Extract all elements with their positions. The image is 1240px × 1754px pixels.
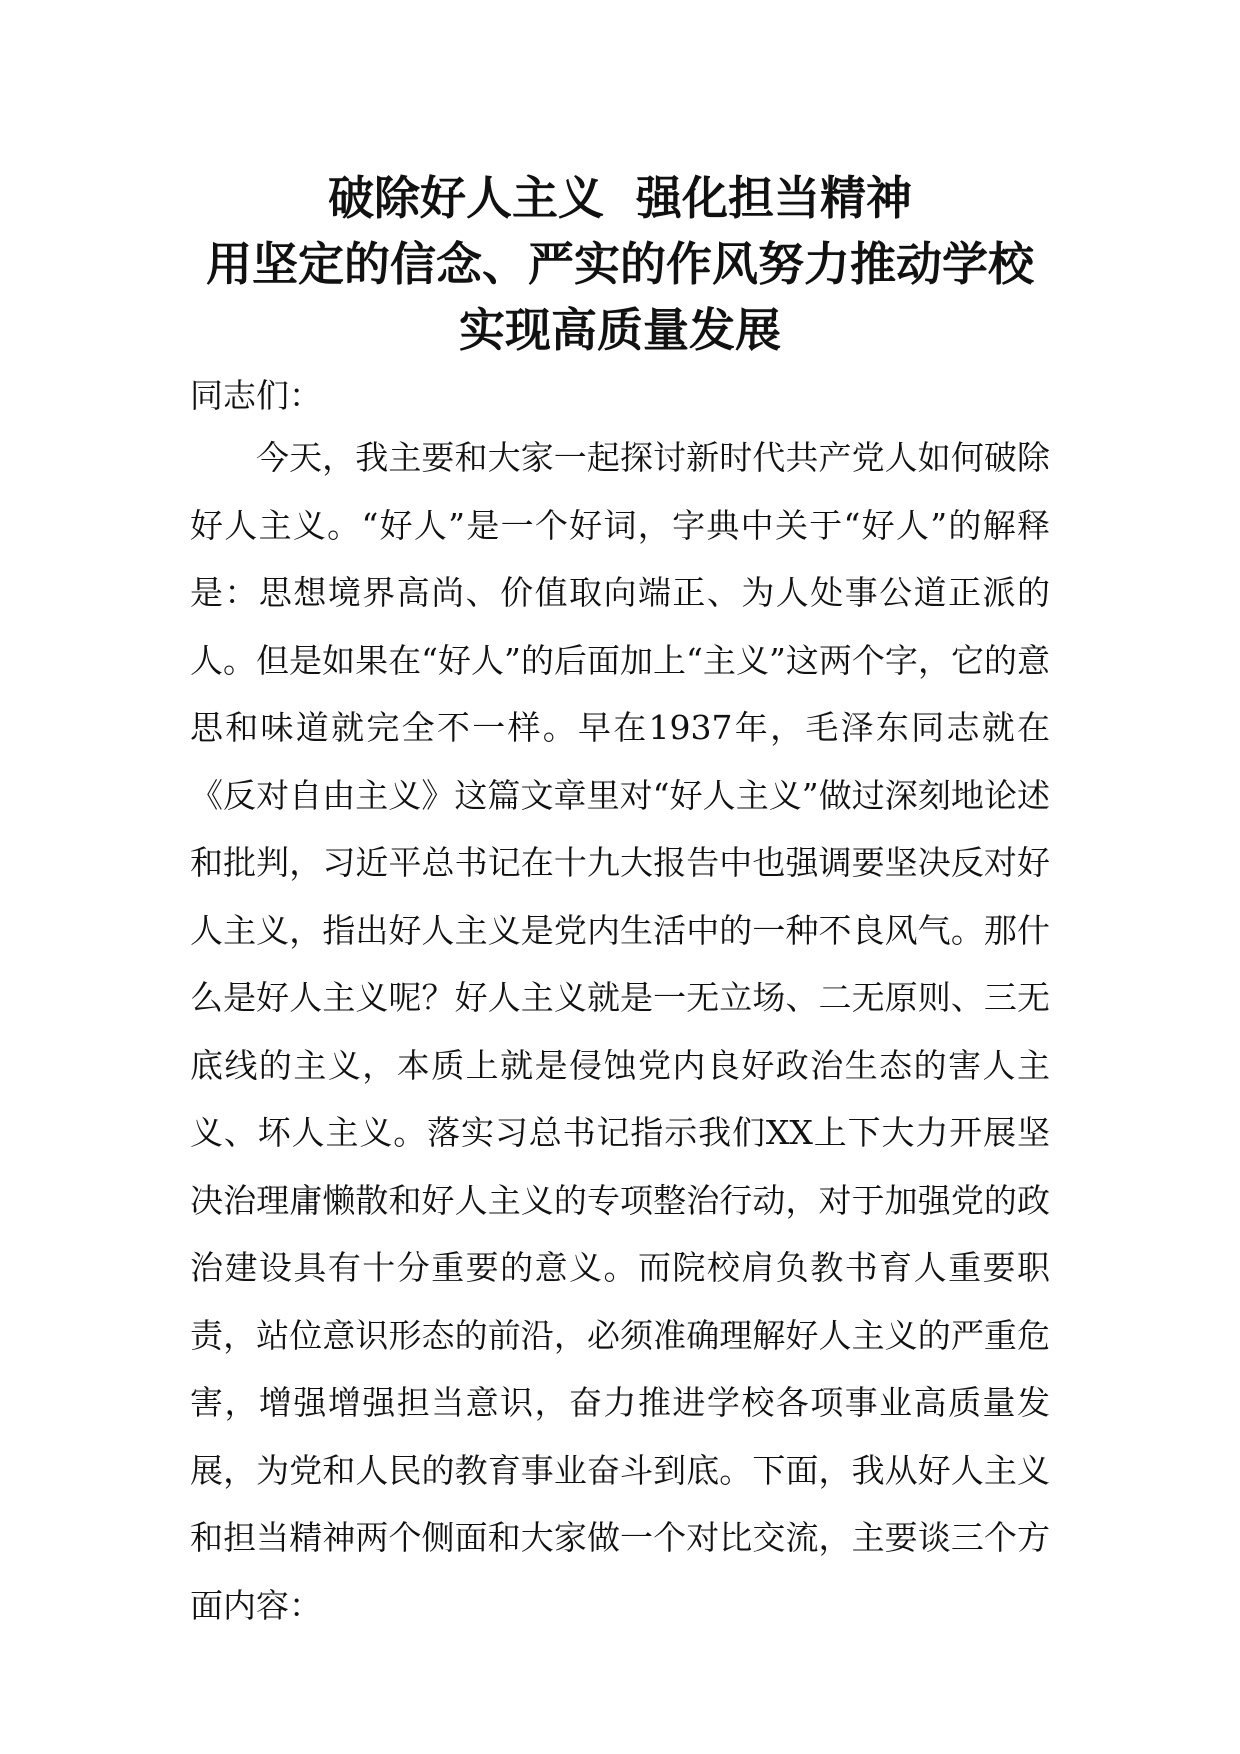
title-line-3: 实现高质量发展 — [459, 303, 781, 357]
salutation: 同志们： — [190, 376, 322, 415]
title-line-1: 破除好人主义 强化担当精神 — [327, 171, 913, 225]
title-line-2: 用坚定的信念、严实的作风努力推动学校 — [206, 237, 1034, 291]
body-paragraph: 今天，我主要和大家一起探讨新时代共产党人如何破除好人主义。“好人”是一个好词，字典中关于“好人”的解释是：思想境界高尚、价值取向端正、为人处事公道正派的人。但是如果在“好人”的后面加上“主义”这两个字，它的意思和味道就完全不一样。早在1937年，毛泽东同志就在《反对自由主义》这篇文章里对“好人主义”做过深刻地论述和批判，习近平总书记在十九大报告中也强调要坚决反对好人主义，指出好人主义是党内生活中的一种不良风气。那什么是好人主义呢？好人主义就是一无立场、二无原则、三无底线的主义，本质上就是侵蚀党内良好政治生态的害人主义、坏人主义。落实习总书记指示我们XX上下大力开展坚决治理庸懒散和好人主义的专项整治行动，对于加强党的政治建设具有十分重要的意义。而院校肩负教书育人重要职责，站位意识形态的前沿，必须准确理解好人主义的严重危害，增强增强担当意识，奋力推进学校各项事业高质量发展，为党和人民的教育事业奋斗到底。下面，我从好人主义和担当精神两个侧面和大家做一个对比交流，主要谈三个方面内容： — [190, 438, 1050, 1625]
